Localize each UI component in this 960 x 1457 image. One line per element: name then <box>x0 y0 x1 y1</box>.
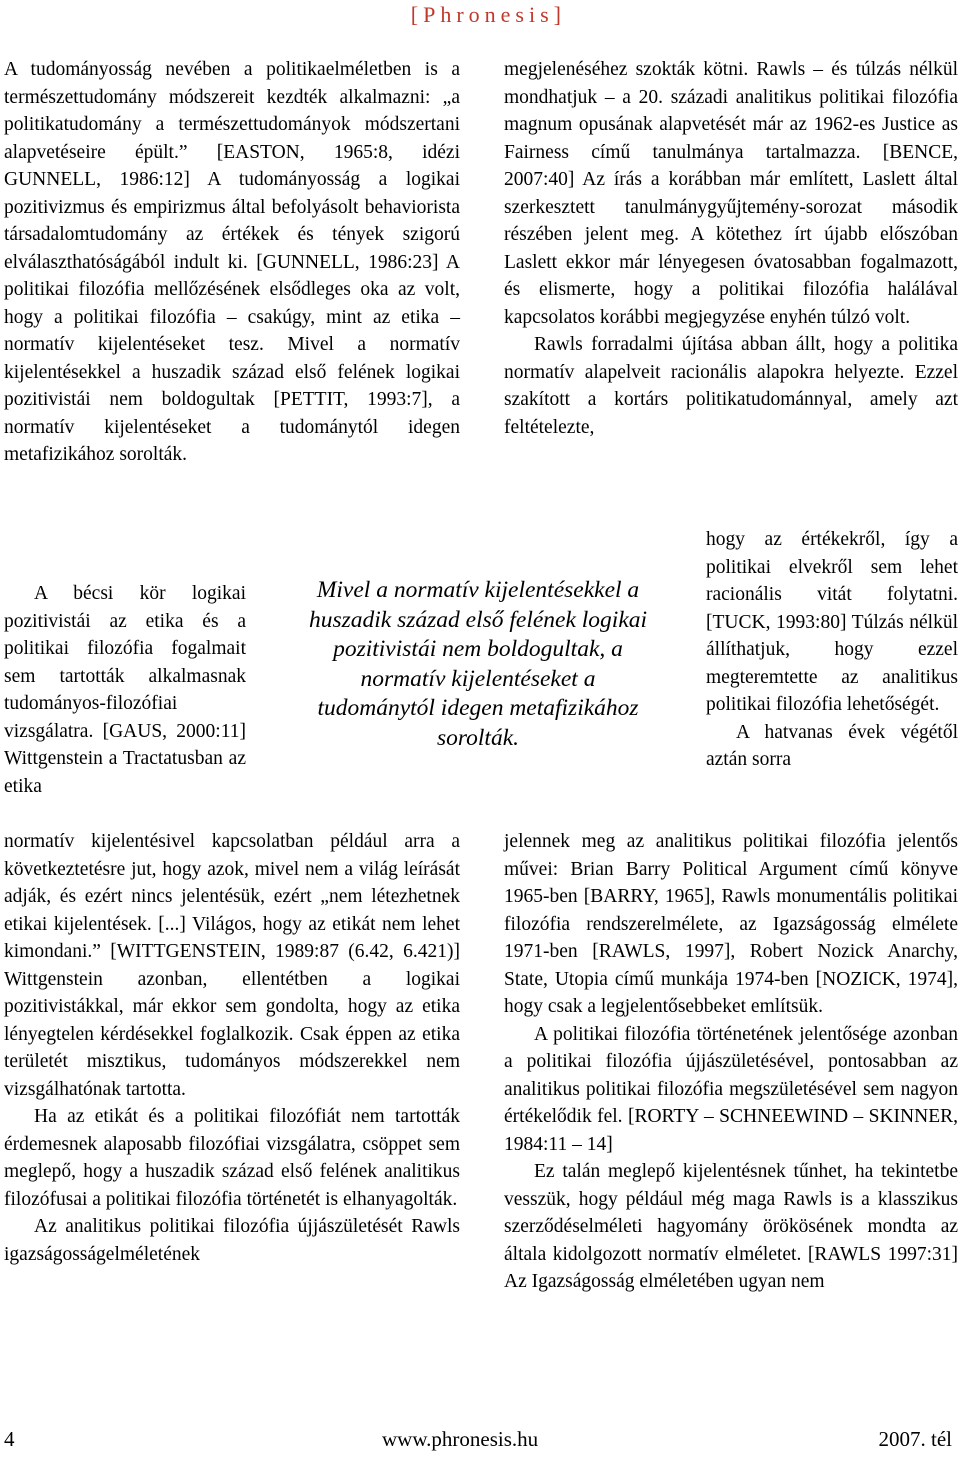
left-column-top <box>4 56 460 469</box>
paragraph: normatív kijelentésivel kapcsolatban például arra a következtetésre jut, hogy azok, mivel nem a világ leírását adják, és ezért nincs jelentésük, ezért „nem létezhetnek etikai kijelentések. [...] Világos, hogy az etikát nem lehet kimondani.” [WITTGENSTEIN, 1989:87 (6.42, 6.421)] Wittgenstein azonban, ellentétben a logikai pozitivistákkal, már ekkor sem gondolta, hogy az etika lényegtelen kérdésekkel foglalkozik. Csak éppen az etika területét misztikus, tudományos módszerekkel nem vizsgálhatónak tartotta. <box>4 831 460 1100</box>
journal-header: [Phronesis] <box>410 2 566 27</box>
paragraph: Ha az etikát és a politikai filozófiát nem tartották érdemesnek alaposabb filozófiai vizsgálatra, csöppet sem meglepő, hogy a huszadik század első felének analitikus filozófusai a politikai filozófia történetét is elhanyagolták. <box>4 1106 460 1210</box>
footer-url[interactable]: www.phronesis.hu <box>382 1427 539 1451</box>
left-column-narrow <box>4 580 246 800</box>
pull-quote: Mivel a normatív kijelentésekkel a huszadik század első felének logikai pozitivistái nem boldogultak, a normatív kijelentéseket a tudománytól idegen metafizikához sorolták. <box>308 577 648 751</box>
paragraph: jelennek meg az analitikus politikai filozófia jelentős művei: Brian Barry Political Argument című könyve 1965-ben [BARRY, 1965], Rawls monumentális politikai filozófia rendszerelmélete, az Igazságosság elmélete 1971-ben [RAWLS, 1997], Robert Nozick Anarchy, State, Utopia című munkája 1974-ben [NOZICK, 1974], hogy csak a legjelentősebbeket említsük. <box>504 831 958 1017</box>
right-column-bottom <box>504 828 958 1296</box>
paragraph: Rawls forradalmi újítása abban állt, hogy a politika normatív alapelveit racionális alapokra helyezte. Ezzel szakított a kortárs politikatudománnyal, amely azt feltételezte, <box>504 334 958 438</box>
paragraph: A bécsi kör logikai pozitivistái az etika és a politikai filozófia fogalmait sem tartották alkalmasnak tudományos-filozófiai vizsgálatra. [GAUS, 2000:11] Wittgenstein a Tractatusban az etika <box>4 583 246 797</box>
page-number: 4 <box>4 1427 15 1451</box>
paragraph: hogy az értékekről, így a politikai elvekről sem lehet racionális vitát folytatni. [TUCK, 1993:80] Túlzás nélkül állíthatjuk, hogy ezzel megteremtette az analitikus politikai filozófia lehetőségét. <box>706 529 958 715</box>
paragraph: A tudományosság nevében a politikaelméletben is a természettudomány módszereit kezdték alkalmazni: „a politikatudomány a természettudományok módszertani alapvetéseire épült.” [EASTON, 1965:8, idézi GUNNELL, 1986:12] A tudományosság a logikai pozitivizmus és empirizmus által befolyásolt behaviorista társadalomtudomány az értékek és tények szigorú elválaszthatóságából indult ki. [GUNNELL, 1986:23] A politikai filozófia mellőzésének elsődleges oka az volt, hogy a politikai filozófia – csakúgy, mint az etika – normatív kijelentéseket tesz. Mivel a normatív kijelentésekkel a huszadik század első felének logikai pozitivistái nem boldogultak [PETTIT, 1993:7], a normatív kijelentéseket a tudománytól idegen metafizikához sorolták. <box>4 59 460 465</box>
footer-issue: 2007. tél <box>878 1427 952 1451</box>
right-column-top <box>504 56 958 441</box>
paragraph: A politikai filozófia történetének jelentősége azonban a politikai filozófia újjászületésével, pontosabban az analitikus politikai filozófia megszületésével sem nagyon értékelődik fel. [RORTY – SCHNEEWIND – SKINNER, 1984:11 – 14] <box>504 1023 958 1155</box>
paragraph: Ez talán meglepő kijelentésnek tűnhet, ha tekintetbe vesszük, hogy például még maga Rawls is a klasszikus szerződéselméleti hagyomány örökösének mondta az általa kidolgozott normatív elméletet. [RAWLS 1997:31] Az Igazságosság elméletében ugyan nem <box>504 1161 958 1292</box>
left-column-bottom <box>4 828 460 1268</box>
paragraph: megjelenéséhez szokták kötni. Rawls – és túlzás nélkül mondhatjuk – a 20. századi analitikus politikai filozófia magnum opusának alapvetését már az 1962-es Justice as Fairness című tanulmánya tartalmazza. [BENCE, 2007:40] Az írás a korábban már említett, Laslett által szerkesztett tanulmánygyűjtemény-sorozat második részében jelent meg. A kötethez írt újabb előszóban Laslett ekkor már lényegesen óvatosabban fogalmazott, és elismerte, hogy a politikai filozófia halálával kapcsolatos korábbi megjegyzése enyhén túlzó volt. <box>504 59 958 328</box>
paragraph: A hatvanas évek végétől aztán sorra <box>706 721 958 770</box>
paragraph: Az analitikus politikai filozófia újjászületését Rawls igazságosságelméletének <box>4 1216 460 1265</box>
right-column-narrow <box>706 526 958 774</box>
